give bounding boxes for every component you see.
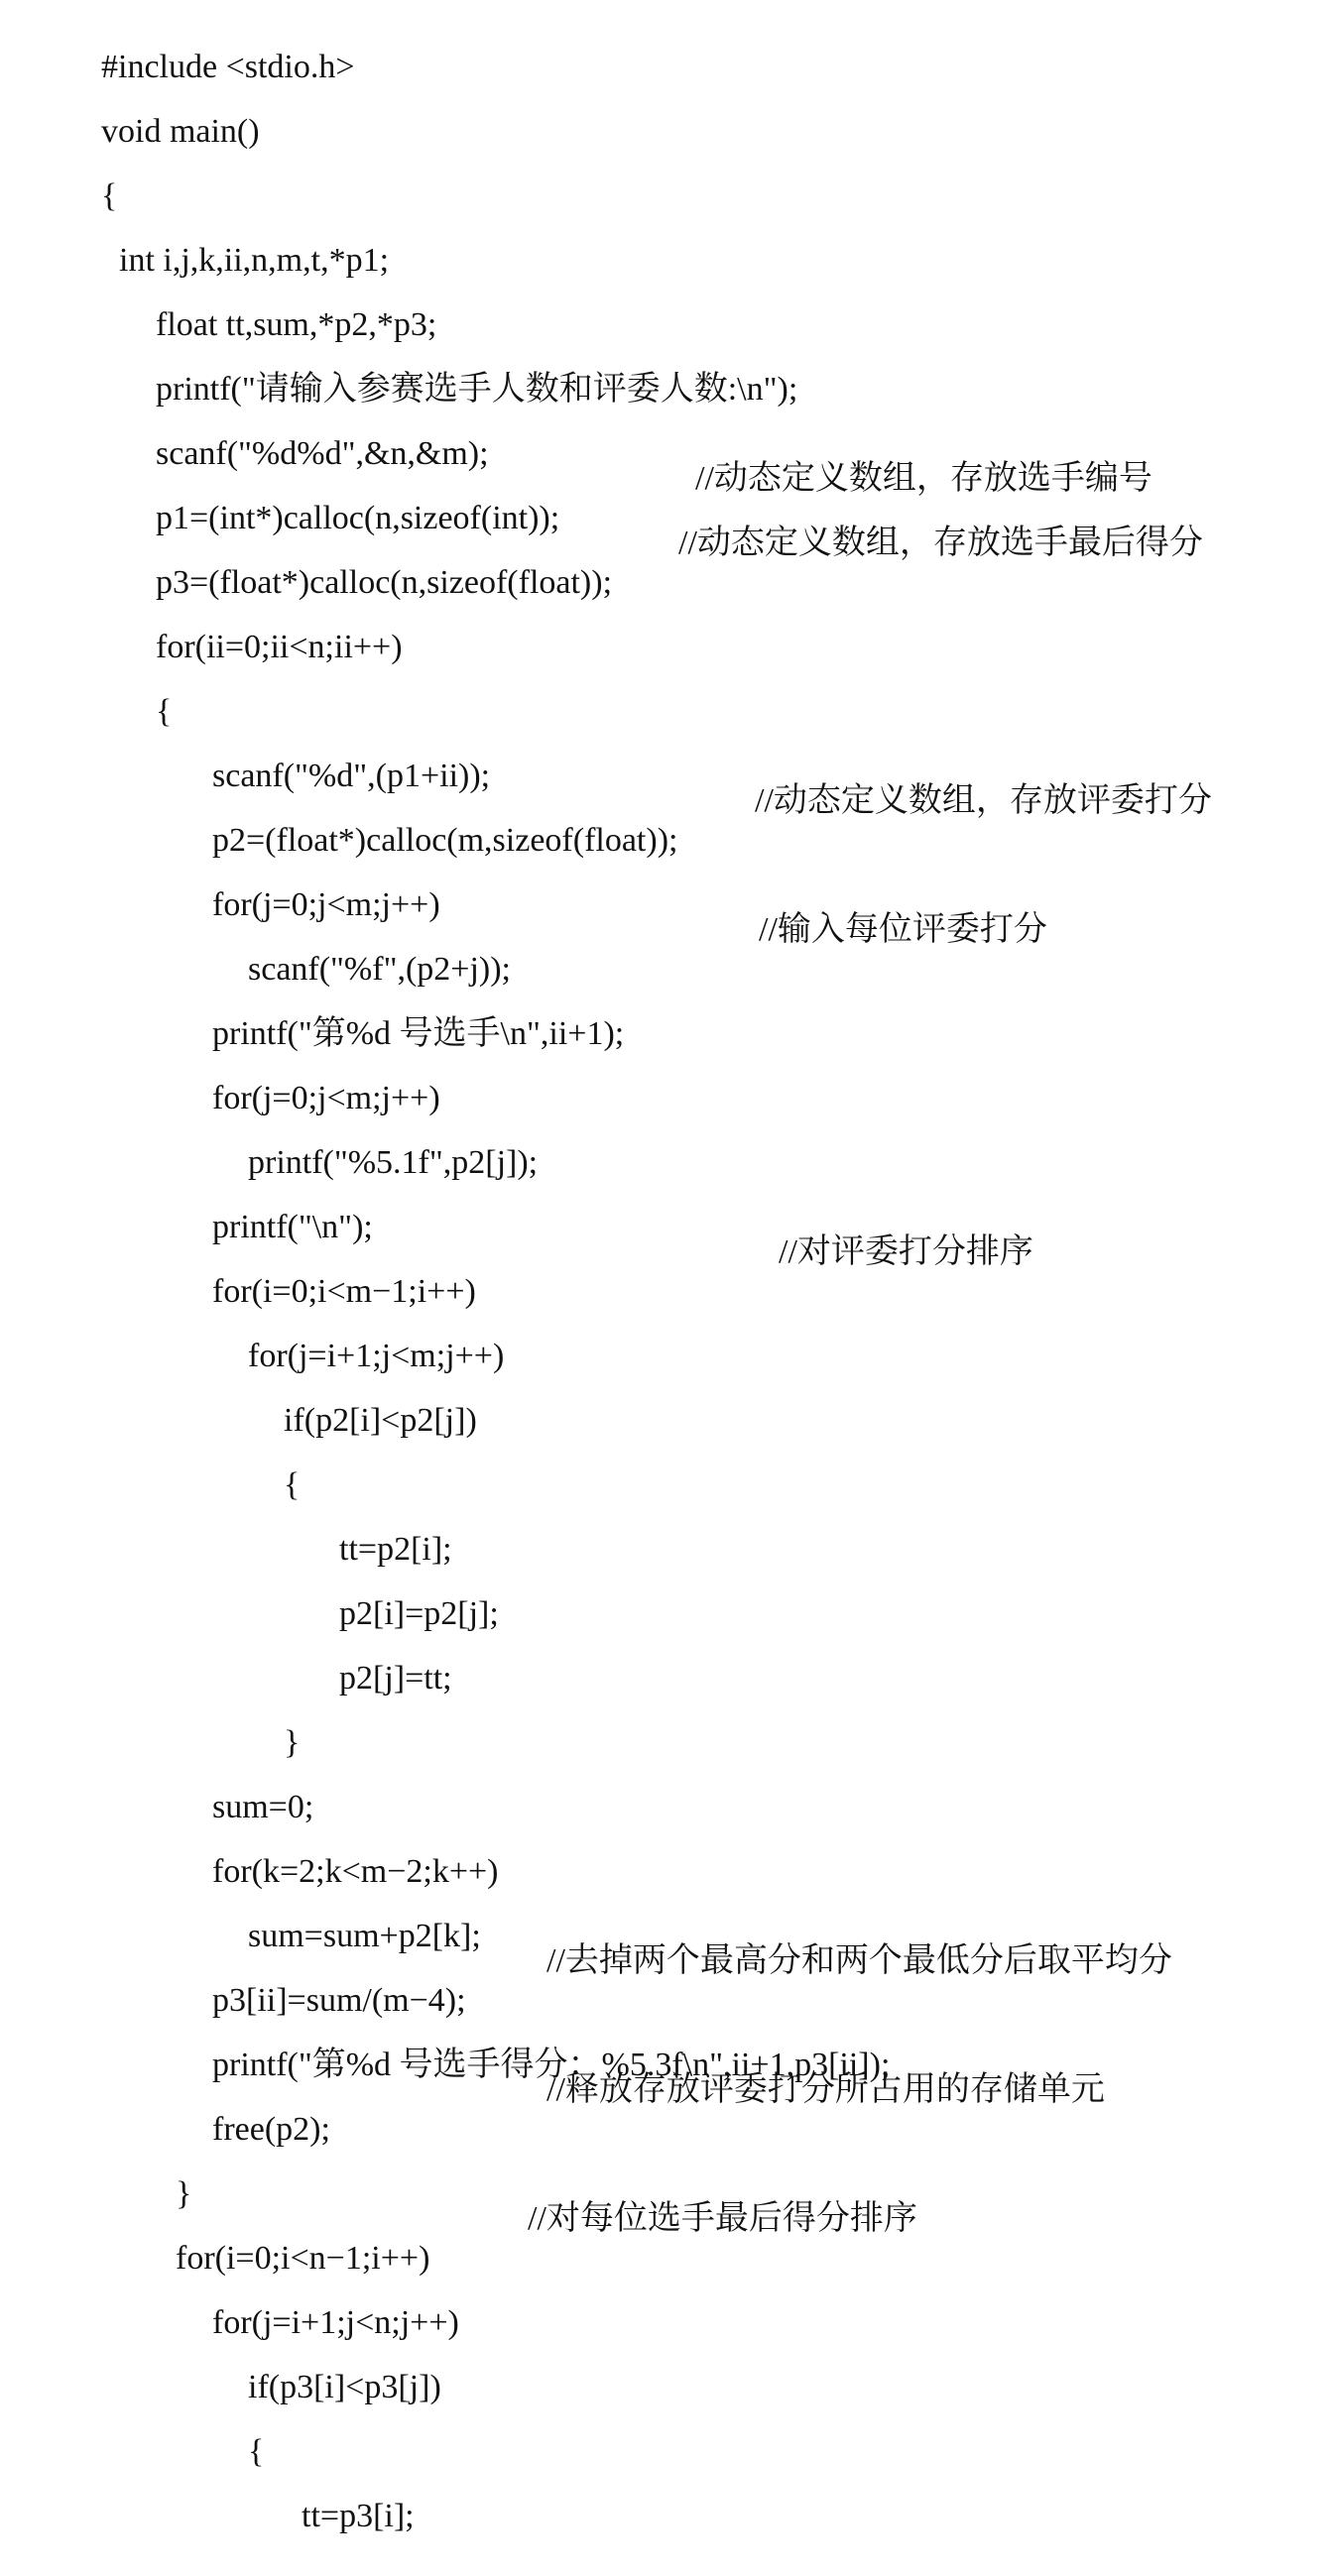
code-line xyxy=(179,975,625,1052)
code-text: printf("\n"); xyxy=(212,1209,373,1245)
code-line xyxy=(305,1619,452,1697)
code-text: printf("第%d 号选手得分：%5.3f\n",ii+1,p3[ii]); xyxy=(212,2047,891,2083)
code-line xyxy=(179,1813,499,1890)
code-text: sum=0; xyxy=(212,1789,314,1825)
code-text: float tt,sum,*p2,*p3; xyxy=(156,306,437,343)
code-line xyxy=(85,201,390,279)
code-text: for(j=i+1;j<n;j++) xyxy=(212,2304,459,2341)
code-text: scanf("%d%d",&n,&m); xyxy=(156,435,489,472)
code-line xyxy=(122,588,403,665)
code-text: #include <stdio.h> xyxy=(101,49,355,85)
code-text: scanf("%f",(p2+j)); xyxy=(248,951,511,988)
code-line xyxy=(122,395,489,472)
code-text: { xyxy=(156,693,173,730)
code-comment: //对每位选手最后得分排序 xyxy=(528,2200,917,2237)
code-line xyxy=(122,330,798,408)
code-line xyxy=(179,2006,891,2083)
code-line xyxy=(214,1297,505,1374)
code-text: for(k=2;k<m−2;k++) xyxy=(212,1853,499,1890)
code-text: printf("请输入参赛选手人数和评委人数:\n"); xyxy=(156,371,798,408)
code-comment: //输入每位评委打分 xyxy=(759,911,1047,948)
code-line xyxy=(214,1877,481,1954)
code-text: sum=sum+p2[k]; xyxy=(248,1918,481,1954)
code-line xyxy=(214,910,1047,988)
code-line xyxy=(179,2264,459,2341)
code-text: int i,j,k,ii,n,m,t,*p1; xyxy=(119,242,390,279)
code-line xyxy=(179,717,491,794)
code-line xyxy=(305,1490,452,1568)
code-line xyxy=(214,1104,539,1181)
code-text: p2[j]=tt; xyxy=(339,1660,452,1697)
code-text: for(ii=0;ii<n;ii++) xyxy=(156,629,403,665)
code-line xyxy=(179,2070,1105,2148)
code-text: for(j=i+1;j<m;j++) xyxy=(248,1338,505,1374)
code-text: tt=p2[i]; xyxy=(339,1531,452,1568)
code-comment: //动态定义数组，存放选手编号 xyxy=(695,460,1152,497)
code-text: for(j=0;j<m;j++) xyxy=(212,1080,440,1116)
code-comment: //去掉两个最高分和两个最低分后取平均分 xyxy=(546,1942,1172,1979)
code-text: printf("第%d 号选手\n",ii+1); xyxy=(212,1015,625,1052)
code-comment: //动态定义数组，存放选手最后得分 xyxy=(678,525,1203,561)
code-line xyxy=(122,266,437,343)
code-text: free(p2); xyxy=(212,2111,330,2148)
code-text: printf("%5.1f",p2[j]); xyxy=(248,1144,539,1181)
code-text: if(p3[i]<p3[j]) xyxy=(248,2369,441,2405)
code-line xyxy=(67,137,118,214)
code-line xyxy=(214,2393,265,2470)
code-text: } xyxy=(284,1724,301,1761)
code-line xyxy=(179,846,440,923)
code-text: { xyxy=(248,2433,265,2470)
code-line xyxy=(179,1941,1172,2019)
code-text: p3[ii]=sum/(m−4); xyxy=(212,1982,466,2019)
code-text: for(i=0;i<n−1;i++) xyxy=(176,2240,430,2277)
code-line xyxy=(122,524,1203,601)
code-line xyxy=(214,2328,441,2405)
code-line xyxy=(122,652,173,730)
code-text: p3=(float*)calloc(n,sizeof(float)); xyxy=(156,564,613,601)
code-line xyxy=(122,459,1152,536)
code-line xyxy=(67,8,355,85)
code-line xyxy=(142,2135,192,2212)
code-text: tt=p3[i]; xyxy=(302,2498,415,2534)
code-comment: //对评委打分排序 xyxy=(779,1233,1033,1270)
code-text: scanf("%d",(p1+ii)); xyxy=(212,758,491,794)
code-line xyxy=(179,781,1212,859)
code-line xyxy=(305,1555,499,1632)
code-text: for(j=0;j<m;j++) xyxy=(212,886,440,923)
code-line xyxy=(250,1426,301,1503)
code-line xyxy=(179,1039,440,1116)
code-line xyxy=(179,1748,314,1825)
code-line xyxy=(142,2199,917,2277)
code-comment: //释放存放评委打分所占用的存储单元 xyxy=(546,2071,1105,2108)
code-text: } xyxy=(176,2175,192,2212)
code-text: for(i=0;i<m−1;i++) xyxy=(212,1273,476,1310)
code-text: p1=(int*)calloc(n,sizeof(int)); xyxy=(156,500,560,536)
code-text: { xyxy=(284,1466,301,1503)
code-text: void main() xyxy=(101,113,260,150)
code-text: p2[i]=p2[j]; xyxy=(339,1595,499,1632)
code-line xyxy=(67,72,260,150)
code-text: if(p2[i]<p2[j]) xyxy=(284,1402,477,1439)
code-line xyxy=(250,1684,301,1761)
code-text: { xyxy=(101,177,118,214)
code-line xyxy=(268,2457,415,2534)
code-text: p2=(float*)calloc(m,sizeof(float)); xyxy=(212,822,678,859)
code-line xyxy=(179,1168,373,1245)
code-line xyxy=(250,1361,477,1439)
code-line xyxy=(179,1232,1033,1310)
code-comment: //动态定义数组，存放评委打分 xyxy=(755,782,1212,819)
